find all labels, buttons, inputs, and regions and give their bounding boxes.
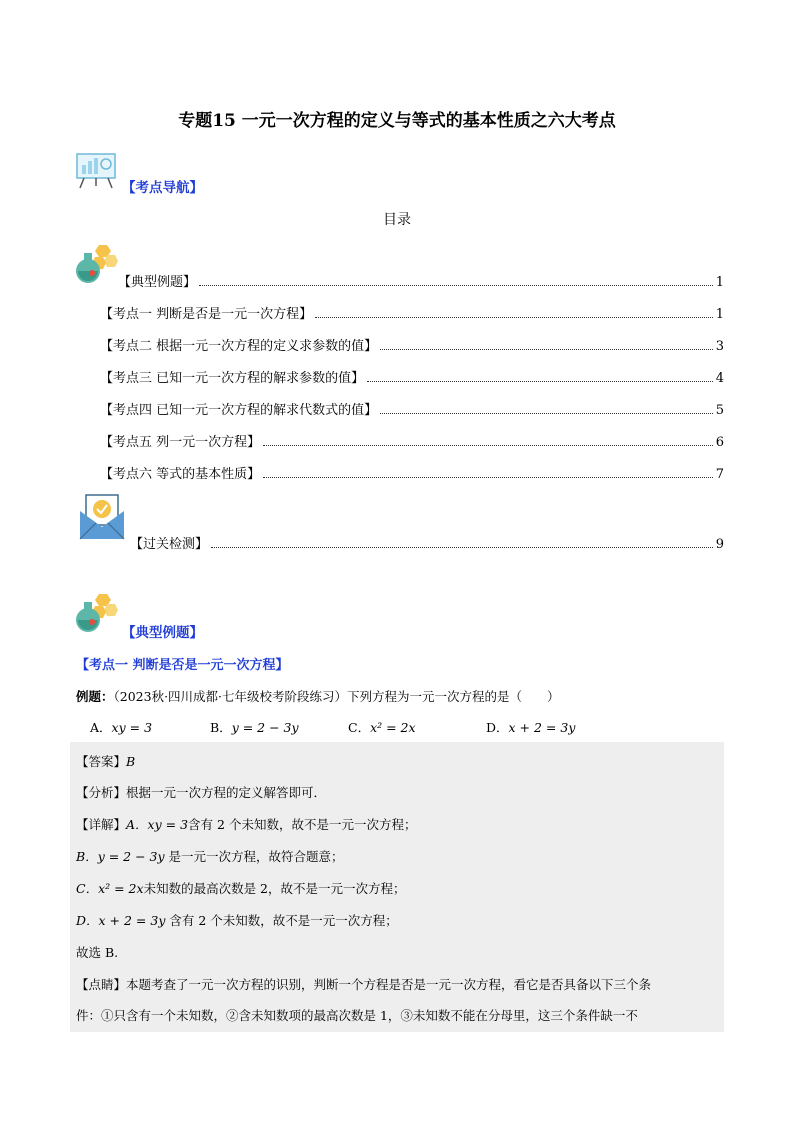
detail-expr: y = 2 − 3y — [97, 849, 165, 864]
toc-leader — [263, 445, 713, 446]
toc-entry[interactable] — [130, 534, 724, 552]
answer-tag: 【答案】 — [76, 754, 127, 769]
detail-tag: 【详解】 — [76, 817, 127, 832]
example-question — [76, 687, 560, 705]
analysis-tag: 【分析】 — [76, 785, 127, 800]
toc-leader — [211, 547, 713, 548]
toc-leader — [380, 413, 713, 414]
answer-value: B — [126, 754, 136, 769]
toc-entry-label: 【考点六 等式的基本性质】 — [100, 467, 261, 482]
toc-title: 目录 — [383, 212, 411, 228]
section-label: 【典型例题】 — [122, 625, 203, 641]
detail-letter: B． — [76, 849, 98, 864]
toc-entry[interactable] — [100, 336, 724, 354]
choice-a[interactable] — [90, 718, 152, 736]
detail-text: 是一元一次方程，故符合题意； — [164, 849, 344, 864]
choice-expr: x + 2 = 3y — [508, 720, 576, 735]
toc-entry-page: 9 — [715, 537, 724, 552]
choice-expr: y = 2 − 3y — [231, 720, 299, 735]
detail-text: 未知数的最高次数是 2，故不是一元一次方程； — [143, 881, 406, 896]
flask-icon — [72, 243, 118, 285]
comment-text: 本题考查了一元一次方程的识别，判断一个方程是否是一元一次方程，看它是否具备以下三个条 — [126, 977, 652, 992]
toc-entry-label: 【考点一 判断是否是一元一次方程】 — [100, 307, 313, 322]
example-text: （2023秋·四川成都·七年级校考阶段练习）下列方程为一元一次方程的是（ ） — [113, 689, 560, 704]
presentation-board-icon — [74, 150, 120, 190]
detail-line-a — [76, 815, 416, 833]
detail-expr: xy = 3 — [147, 817, 189, 832]
choice-letter: A． — [90, 720, 112, 735]
page-title: 专题15 一元一次方程的定义与等式的基本性质之六大考点 — [178, 111, 616, 131]
toc-entry-page: 4 — [715, 371, 724, 386]
analysis-text: 根据一元一次方程的定义解答即可． — [126, 785, 327, 800]
toc-entry-page: 6 — [715, 435, 724, 450]
detail-text: 含有 2 个未知数，故不是一元一次方程； — [165, 913, 398, 928]
choose-text: 故选 B. — [76, 945, 119, 960]
choice-c[interactable] — [348, 718, 416, 736]
toc-entry-page: 7 — [715, 467, 724, 482]
toc-entry-label: 【考点四 已知一元一次方程的解求代数式的值】 — [100, 403, 378, 418]
comment-tag: 【点睛】 — [76, 977, 127, 992]
choose-line — [76, 943, 118, 961]
toc-leader — [367, 381, 713, 382]
choice-expr: x² = 2x — [370, 720, 416, 735]
toc-entry-label: 【典型例题】 — [118, 275, 197, 290]
toc-entry-page: 3 — [715, 339, 724, 354]
toc-entry[interactable] — [100, 368, 724, 386]
toc-entry[interactable] — [100, 400, 724, 418]
detail-text: 含有 2 个未知数，故不是一元一次方程； — [188, 817, 417, 832]
detail-letter: C． — [76, 881, 99, 896]
toc-entry[interactable] — [100, 432, 724, 450]
detail-line-b — [76, 847, 344, 865]
flask-icon — [72, 592, 118, 634]
toc-entry-label: 【考点二 根据一元一次方程的定义求参数的值】 — [100, 339, 378, 354]
choice-expr: xy = 3 — [111, 720, 153, 735]
toc-leader — [263, 477, 713, 478]
choice-letter: B． — [210, 720, 232, 735]
toc-leader — [199, 285, 713, 286]
toc-entry-label: 【过关检测】 — [130, 537, 209, 552]
toc-entry-label: 【考点三 已知一元一次方程的解求参数的值】 — [100, 371, 365, 386]
detail-letter: D． — [76, 913, 99, 928]
detail-line-d — [76, 911, 398, 929]
detail-line-c — [76, 879, 406, 897]
analysis-line — [76, 783, 326, 801]
choice-letter: D． — [486, 720, 509, 735]
comment-text: 件：①只含有一个未知数，②含未知数项的最高次数是 1，③未知数不能在分母里，这三个条件缺一不 — [76, 1008, 638, 1023]
detail-expr: x² = 2x — [98, 881, 144, 896]
toc-entry-label: 【考点五 列一元一次方程】 — [100, 435, 261, 450]
detail-expr: x + 2 = 3y — [98, 913, 166, 928]
example-prefix: 例题： — [76, 689, 114, 704]
toc-entry[interactable] — [118, 272, 724, 290]
nav-label: 【考点导航】 — [122, 180, 203, 196]
kaodian-title: 【考点一 判断是否是一元一次方程】 — [76, 658, 289, 673]
detail-letter: A． — [126, 817, 148, 832]
choice-d[interactable] — [486, 718, 575, 736]
toc-entry[interactable] — [100, 464, 724, 482]
answer-line — [76, 752, 135, 770]
envelope-check-icon — [78, 493, 126, 541]
toc-leader — [380, 349, 713, 350]
toc-entry-page: 1 — [715, 275, 724, 290]
comment-line-2 — [76, 1006, 638, 1024]
comment-line-1 — [76, 975, 651, 993]
toc-entry-page: 5 — [715, 403, 724, 418]
choice-b[interactable] — [210, 718, 299, 736]
choice-letter: C． — [348, 720, 371, 735]
toc-entry[interactable] — [100, 304, 724, 322]
toc-leader — [315, 317, 713, 318]
toc-entry-page: 1 — [715, 307, 724, 322]
